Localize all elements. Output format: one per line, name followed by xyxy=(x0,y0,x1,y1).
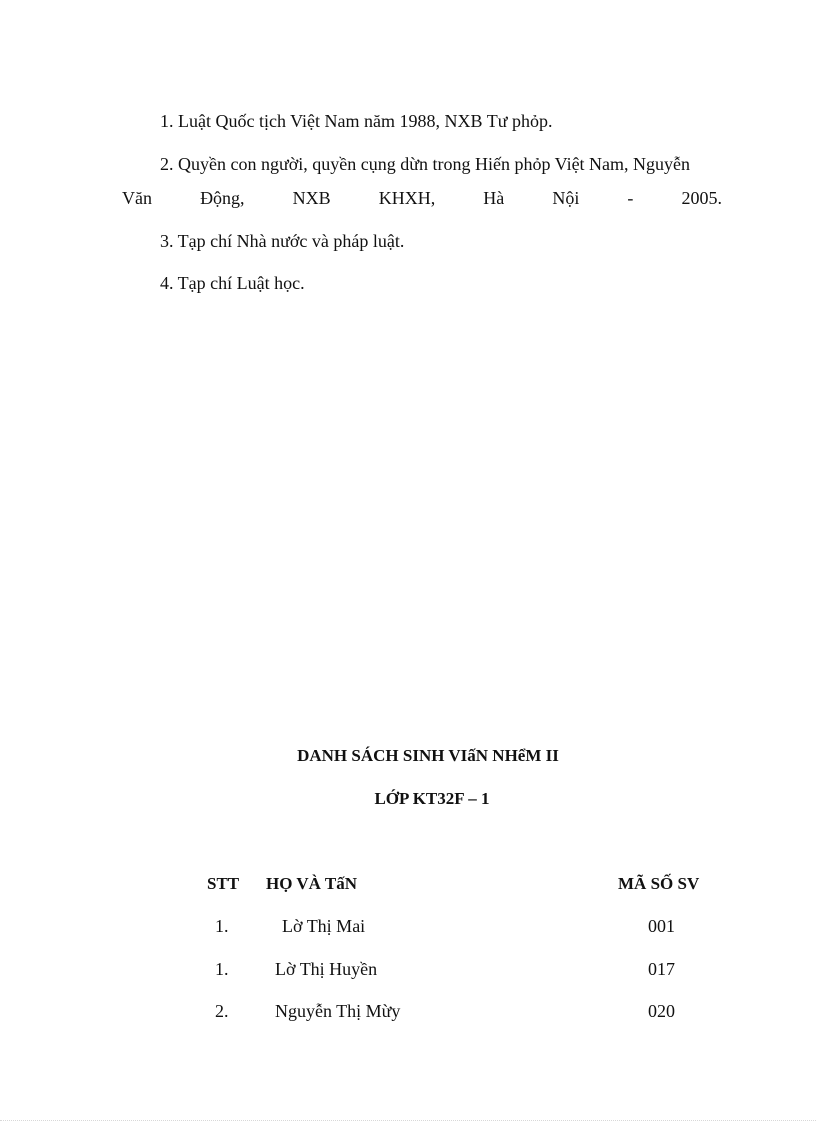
ref2-word: Nội xyxy=(552,188,580,208)
reference-item-2-line-1: 2. Quyền con người, quyền cụng dừn trong Hiến phỏp Việt Nam, Nguyễn xyxy=(160,154,691,174)
page-bottom-divider xyxy=(0,1120,816,1121)
ref2-word: Văn xyxy=(122,188,152,208)
row-name: Lờ Thị Mai xyxy=(282,916,366,936)
student-list-title: DANH SÁCH SINH VIấN NHểM II xyxy=(297,746,559,765)
column-header-stt: STT xyxy=(207,874,240,893)
reference-item-3: 3. Tạp chí Nhà nước và pháp luật. xyxy=(160,231,405,251)
reference-item-4: 4. Tạp chí Luật học. xyxy=(160,273,305,293)
row-name: Lờ Thị Huyền xyxy=(275,959,378,979)
reference-item-2-line-2 xyxy=(122,187,722,209)
column-header-name: HỌ VÀ TấN xyxy=(266,874,358,893)
row-name: Nguyễn Thị Mừy xyxy=(275,1001,401,1021)
column-header-student-id: MÃ SỐ SV xyxy=(618,874,700,893)
row-stt: 1. xyxy=(215,916,229,936)
reference-item-1: 1. Luật Quốc tịch Việt Nam năm 1988, NXB Tư phỏp. xyxy=(160,111,553,131)
row-stt: 2. xyxy=(215,1001,229,1021)
row-student-id: 001 xyxy=(648,916,675,936)
class-label: LỚP KT32F – 1 xyxy=(374,789,490,808)
row-student-id: 020 xyxy=(648,1001,675,1021)
ref2-word: - xyxy=(627,188,634,208)
ref2-word: 2005. xyxy=(681,188,722,208)
row-stt: 1. xyxy=(215,959,229,979)
ref2-word: Hà xyxy=(483,188,505,208)
ref2-word: KHXH, xyxy=(378,188,436,208)
row-student-id: 017 xyxy=(648,959,675,979)
ref2-word: NXB xyxy=(292,188,331,208)
ref2-word: Động, xyxy=(200,188,245,208)
